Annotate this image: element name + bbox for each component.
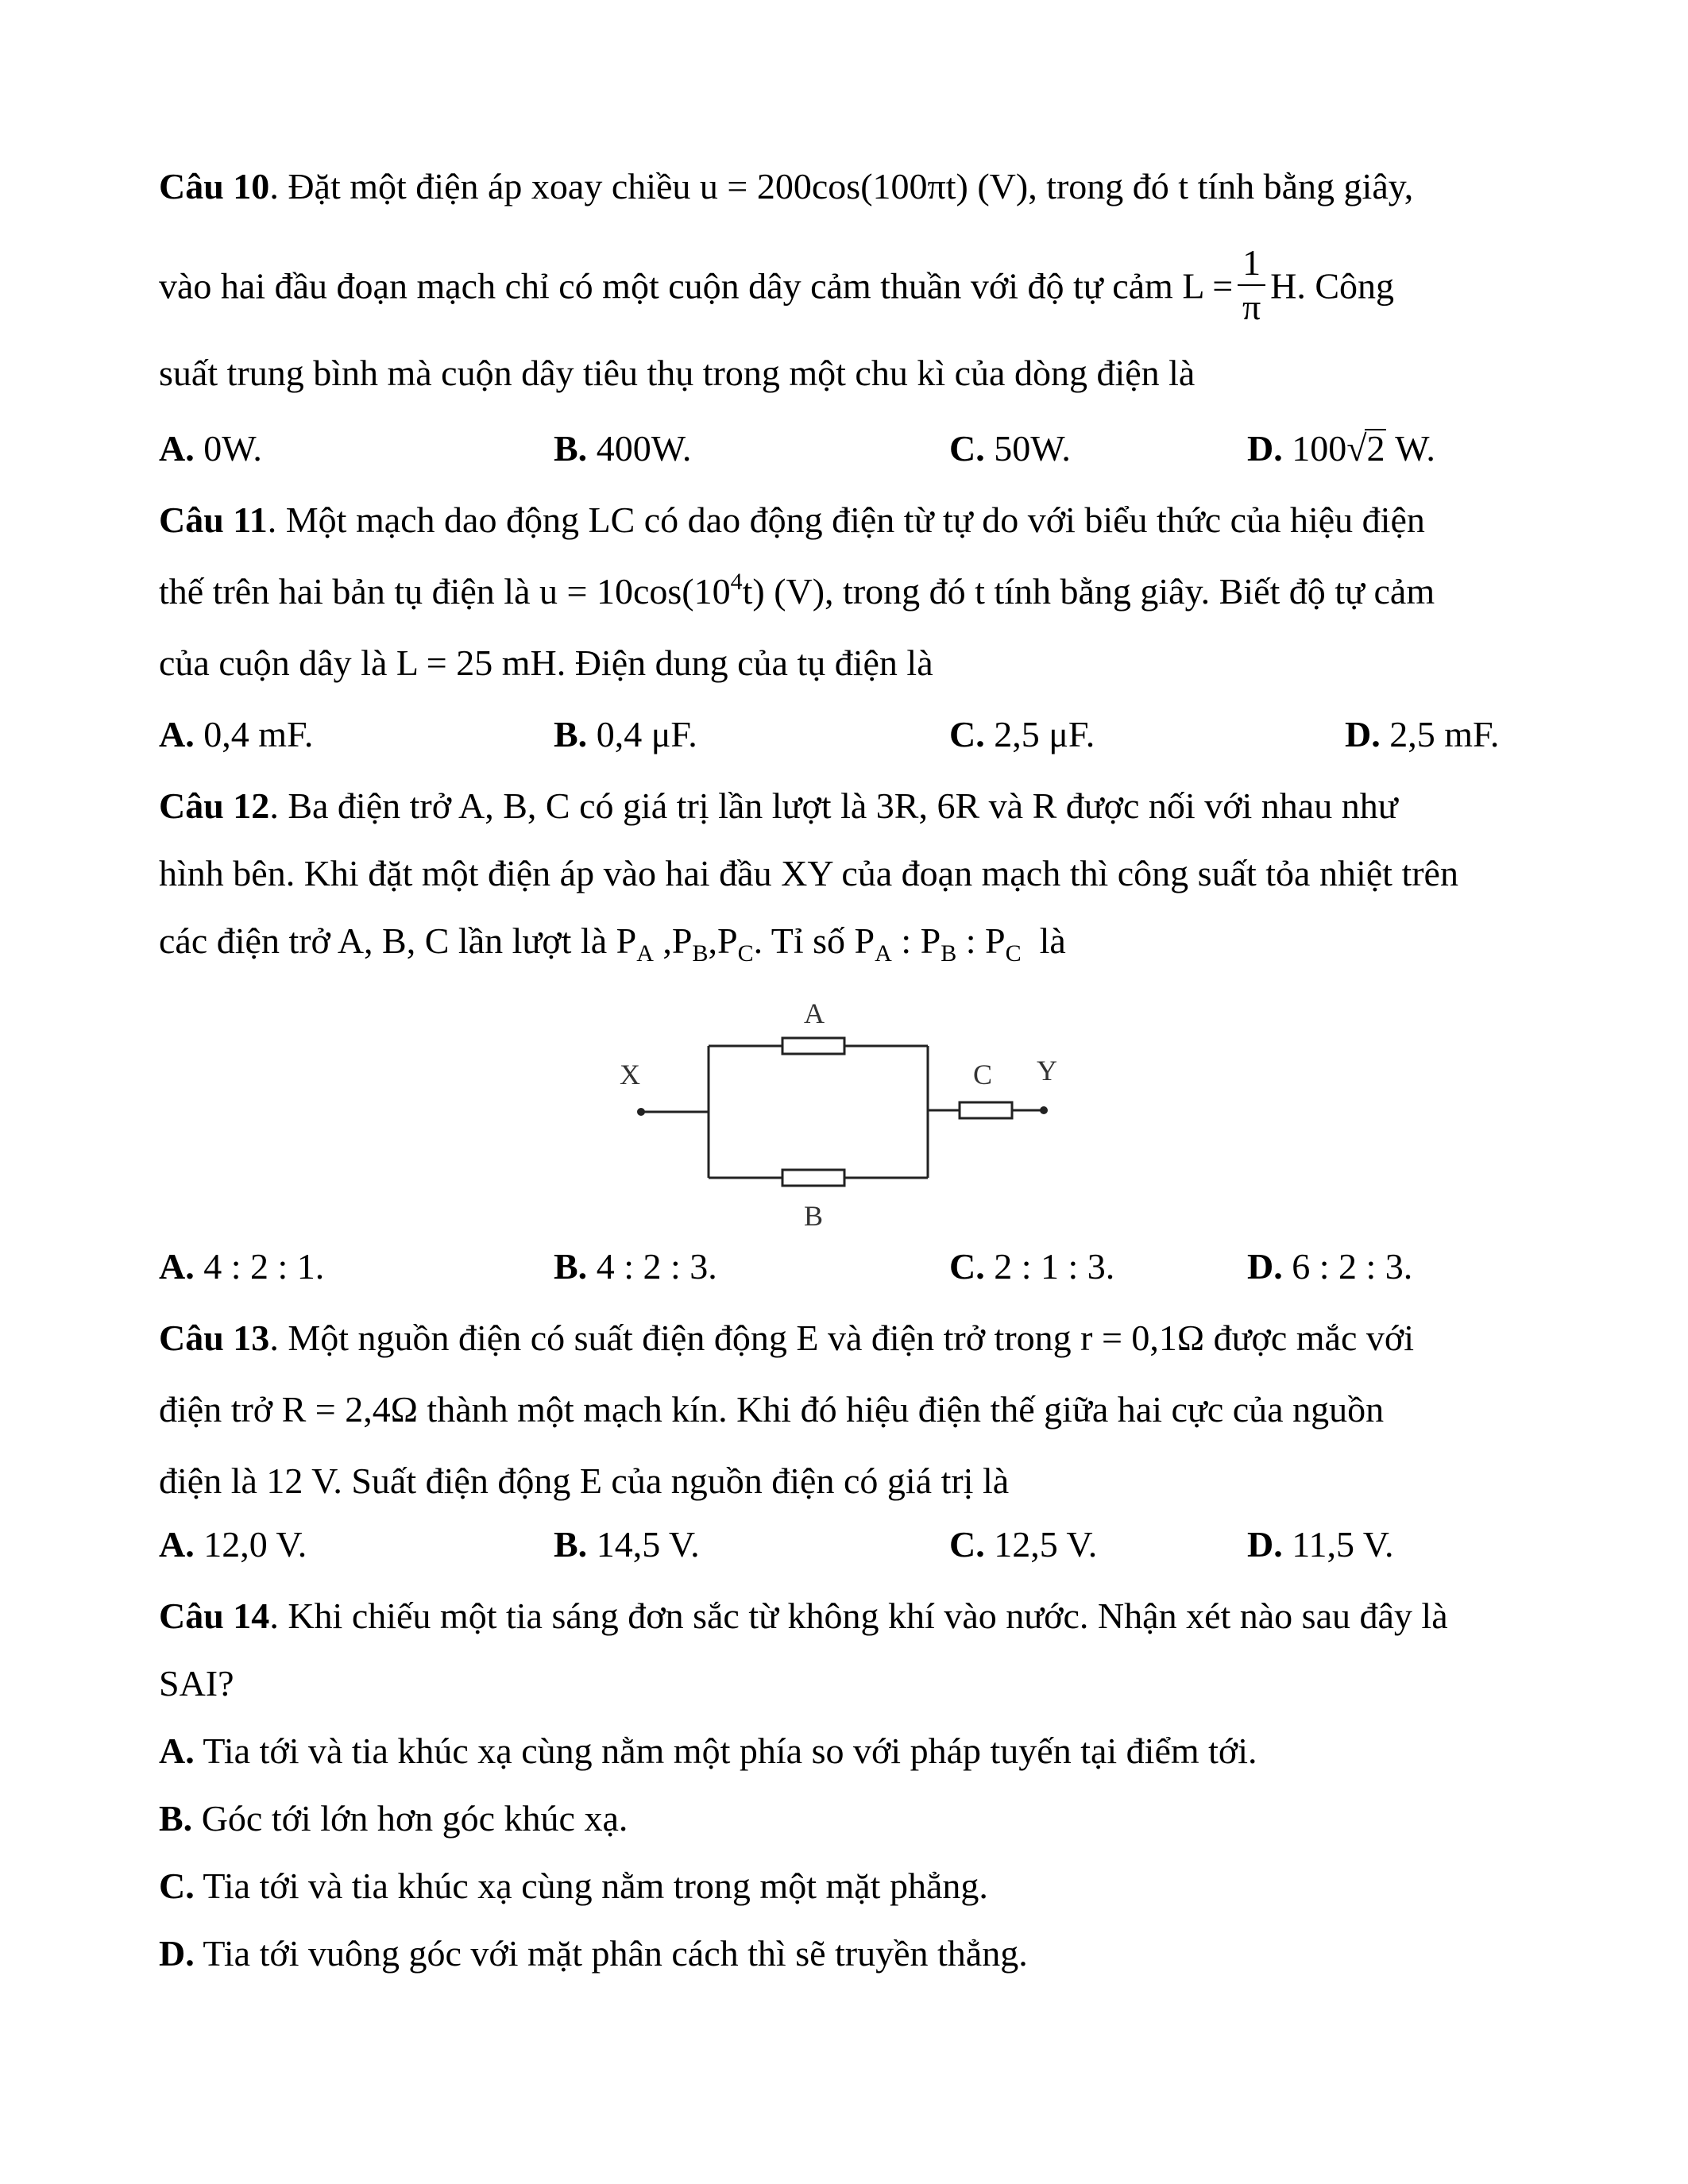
q10-option-a: A. 0W. <box>159 428 262 469</box>
q10-line3: suất trung bình mà cuộn dây tiêu thụ trong một chu kì của dòng điện là <box>159 353 1196 393</box>
resistor-b <box>782 1170 844 1186</box>
q13-option-d: D. 11,5 V. <box>1247 1524 1394 1565</box>
q13-line2: điện trở R = 2,4Ω thành một mạch kín. Khi đó hiệu điện thế giữa hai cực của nguồn <box>159 1389 1385 1430</box>
q14-number: Câu 14 <box>159 1596 270 1636</box>
q11-option-c: C. 2,5 μF. <box>949 714 1095 754</box>
label-c: C <box>973 1059 993 1090</box>
q11-option-b: B. 0,4 μF. <box>554 714 697 754</box>
q12-number: Câu 12 <box>159 785 270 826</box>
q13-option-c: C. 12,5 V. <box>949 1524 1098 1565</box>
q12-option-d: D. 6 : 2 : 3. <box>1247 1246 1413 1287</box>
q14-option-c: C. Tia tới và tia khúc xạ cùng nằm trong một mặt phẳng. <box>159 1866 988 1906</box>
resistor-a <box>782 1038 844 1054</box>
terminal-x <box>637 1108 645 1116</box>
circuit-diagram <box>604 997 1080 1235</box>
q11-number: Câu 11 <box>159 500 268 540</box>
q10-number: Câu 10 <box>159 166 270 206</box>
q10-line2: vào hai đầu đoạn mạch chỉ có một cuộn dây cảm thuần với độ tự cảm L = $\frac{1}{\pi}$ H. Công <box>159 242 1395 327</box>
q14-line2: SAI? <box>159 1663 234 1704</box>
q11-line2: thế trên hai bản tụ điện là $u = 10\cos(10^4t)$ (V), trong đó t tính bằng giây. Biết độ tự cảm <box>159 569 1435 612</box>
q12-line1: Câu 12. Ba điện trở A, B, C có giá trị lần lượt là 3R, 6R và R được nối với nhau như <box>159 785 1398 826</box>
q13-line3: điện là 12 V. Suất điện động E của nguồn điện có giá trị là <box>159 1461 1010 1501</box>
label-b: B <box>804 1200 824 1232</box>
resistor-c <box>960 1102 1012 1118</box>
q12-option-b: B. 4 : 2 : 3. <box>554 1246 717 1287</box>
q13-option-a: A. 12,0 V. <box>159 1524 307 1565</box>
q12-line2: hình bên. Khi đặt một điện áp vào hai đầu XY của đoạn mạch thì công suất tỏa nhiệt trên <box>159 853 1458 893</box>
q10-option-c: C. 50W. <box>949 428 1071 469</box>
q11-line3: của cuộn dây là L = 25 mH. Điện dung của tụ điện là <box>159 642 933 683</box>
sqrt-value: 2 <box>1366 428 1385 469</box>
q13-option-b: B. 14,5 V. <box>554 1524 700 1565</box>
q13-line1: Câu 13. Một nguồn điện có suất điện động E và điện trở trong r = 0,1Ω được mắc với <box>159 1318 1414 1358</box>
q10-option-d: D. 100√2 W. <box>1247 428 1435 469</box>
q12-option-c: C. 2 : 1 : 3. <box>949 1246 1115 1287</box>
label-a: A <box>804 997 825 1029</box>
q14-option-a: A. Tia tới và tia khúc xạ cùng nằm một phía so với pháp tuyến tại điểm tới. <box>159 1731 1257 1771</box>
label-x: X <box>620 1059 640 1090</box>
q14-option-b: B. Góc tới lớn hơn góc khúc xạ. <box>159 1798 628 1839</box>
q11-option-d: D. 2,5 mF. <box>1345 714 1500 754</box>
q13-number: Câu 13 <box>159 1318 270 1358</box>
q11-line1: Câu 11. Một mạch dao động LC có dao động điện từ tự do với biểu thức của hiệu điện <box>159 500 1425 540</box>
q14-option-d: D. Tia tới vuông góc với mặt phân cách thì sẽ truyền thẳng. <box>159 1933 1028 1974</box>
q11-option-a: A. 0,4 mF. <box>159 714 314 754</box>
q10-option-b: B. 400W. <box>554 428 692 469</box>
inductance-fraction: $\frac{1}{\pi}$ <box>1238 241 1265 329</box>
q10-line1: Câu 10. Đặt một điện áp xoay chiều u = 200cos(100πt) (V), trong đó t tính bằng giây, <box>159 166 1414 206</box>
q12-option-a: A. 4 : 2 : 1. <box>159 1246 325 1287</box>
q14-line1: Câu 14. Khi chiếu một tia sáng đơn sắc từ không khí vào nước. Nhận xét nào sau đây là <box>159 1596 1448 1636</box>
label-y: Y <box>1037 1055 1057 1086</box>
q12-line3: các điện trở A, B, C lần lượt là $P_A$ $,P_B,P_C$. Tỉ số $P_A$ : $P_B$ : $P_C$ là <box>159 920 1066 967</box>
terminal-y <box>1040 1106 1048 1114</box>
